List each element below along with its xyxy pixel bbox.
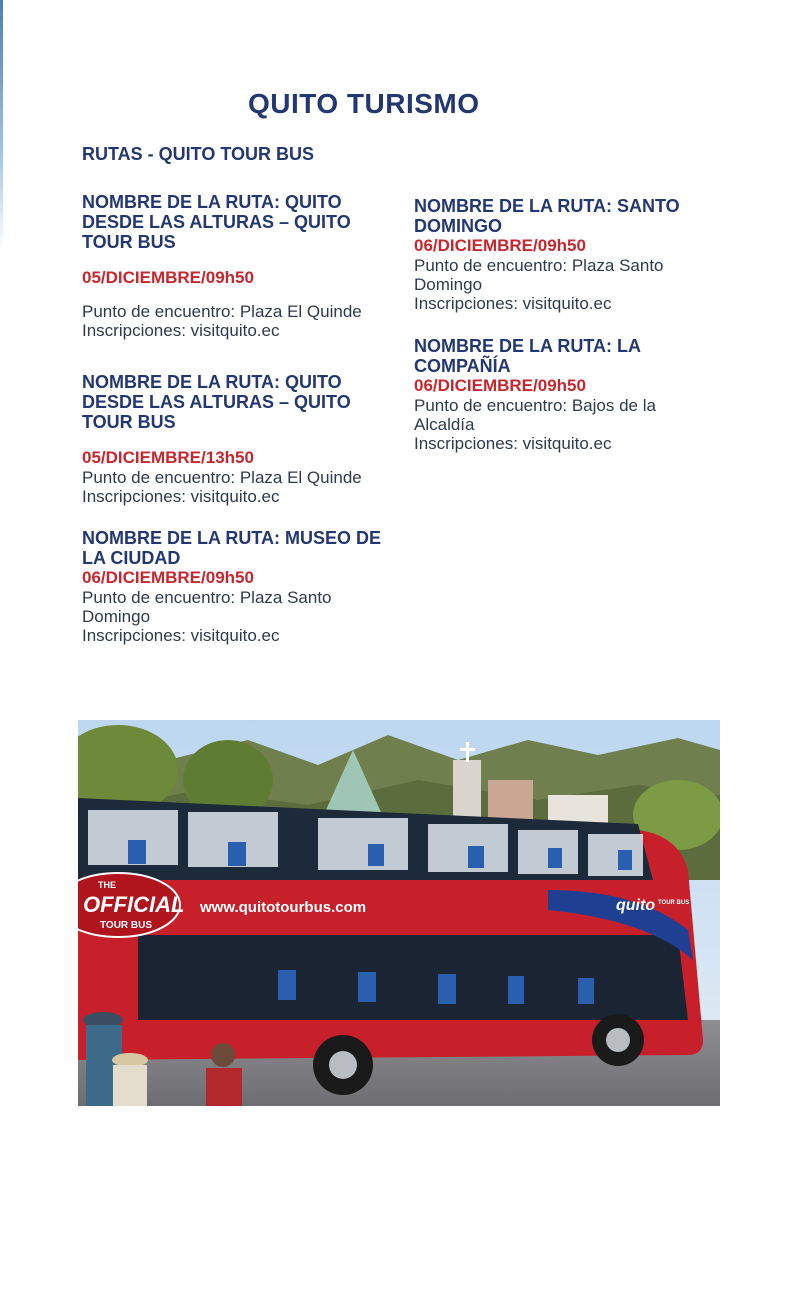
route-date: 05/DICIEMBRE/13h50 — [82, 448, 254, 467]
route-name: NOMBRE DE LA RUTA: QUITO DESDE LAS ALTURAS – QUITO TOUR BUS — [82, 192, 351, 252]
route-date: 06/DICIEMBRE/09h50 — [414, 236, 586, 255]
route-meeting-point: Punto de encuentro: Bajos de la Alcaldía — [414, 396, 656, 434]
route-registration: Inscripciones: visitquito.ec — [82, 321, 280, 340]
route-date: 05/DICIEMBRE/09h50 — [82, 268, 254, 287]
cross-icon — [466, 742, 469, 762]
lower-windows — [138, 935, 688, 1020]
route-item — [82, 372, 392, 528]
route-registration: Inscripciones: visitquito.ec — [82, 487, 280, 506]
route-date: 06/DICIEMBRE/09h50 — [414, 376, 586, 395]
tour-bus-photo — [78, 720, 720, 1106]
route-registration: Inscripciones: visitquito.ec — [82, 626, 280, 645]
routes-right-column — [414, 196, 714, 453]
bus-brand-logo: quito — [616, 897, 656, 914]
route-item — [82, 528, 392, 645]
route-registration: Inscripciones: visitquito.ec — [414, 434, 612, 453]
page-edge-line — [0, 0, 3, 250]
route-name: NOMBRE DE LA RUTA: LA COMPAÑÍA — [414, 336, 641, 376]
route-date: 06/DICIEMBRE/09h50 — [82, 568, 254, 587]
route-name: NOMBRE DE LA RUTA: SANTO DOMINGO — [414, 196, 680, 236]
route-item — [414, 336, 714, 453]
route-item — [414, 196, 714, 336]
route-name: NOMBRE DE LA RUTA: MUSEO DE LA CIUDAD — [82, 528, 381, 568]
badge-top-text: THE — [98, 880, 116, 890]
route-meeting-point: Punto de encuentro: Plaza Santo Domingo — [414, 256, 664, 294]
bus-brand-suffix: TOUR BUS — [658, 900, 690, 906]
route-item — [82, 192, 392, 372]
wheel-hub — [606, 1028, 630, 1052]
badge-main-text: OFFICIAL — [83, 892, 185, 917]
route-registration: Inscripciones: visitquito.ec — [414, 294, 612, 313]
route-name: NOMBRE DE LA RUTA: QUITO DESDE LAS ALTURAS – QUITO TOUR BUS — [82, 372, 351, 432]
section-subtitle: RUTAS - QUITO TOUR BUS — [82, 144, 315, 164]
bus-website-text: www.quitotourbus.com — [200, 899, 367, 916]
route-meeting-point: Punto de encuentro: Plaza El Quinde — [82, 302, 362, 321]
badge-bottom-text: TOUR BUS — [100, 920, 153, 931]
wheel-hub — [329, 1051, 357, 1079]
route-meeting-point: Punto de encuentro: Plaza Santo Domingo — [82, 588, 332, 626]
page-title: QUITO TURISMO — [248, 88, 480, 119]
routes-left-column — [82, 192, 392, 645]
route-meeting-point: Punto de encuentro: Plaza El Quinde — [82, 468, 362, 487]
cross-icon — [460, 748, 475, 751]
